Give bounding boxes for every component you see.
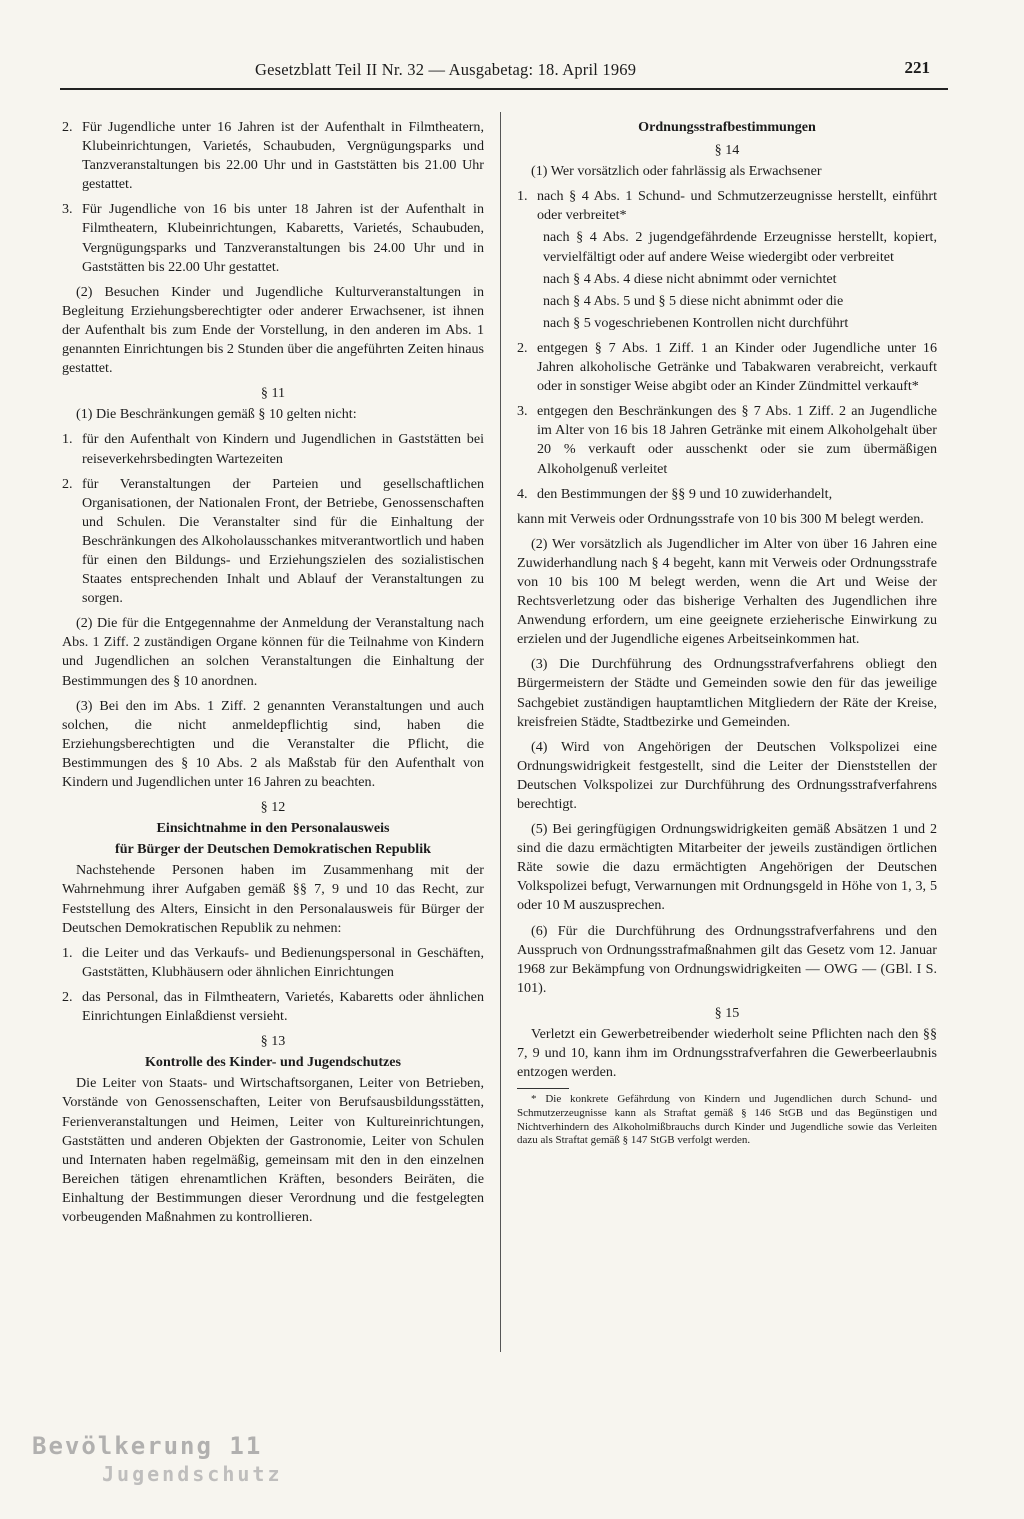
- item-number: 4.: [517, 485, 528, 502]
- left-column: [62, 118, 484, 1233]
- paragraph: (6) Für die Durchführung des Ordnungsstrafverfahrens und den Ausspruch von Ordnungsstrafmaßnahmen gilt das Gesetz vom 12. Januar 1968 zur Bekämpfung von Ordnungswidrigkeiten — OWG — (GBl. I S. 101).: [517, 922, 937, 996]
- list-item: [62, 200, 484, 276]
- paragraph: (3) Bei den im Abs. 1 Ziff. 2 genannten Veranstaltungen und auch solchen, die nicht anmeldepflichtig sind, haben die Erziehungsberechtigten und die Veranstalter die Pflicht, die Bestimmungen des § 10 Abs. 2 als Maßstab für den Aufenthalt von Kindern und Jugendlichen unter 16 Jahren zu beachten.: [62, 697, 484, 790]
- item-text: Für Jugendliche unter 16 Jahren ist der Aufenthalt in Filmtheatern, Klubeinrichtungen, Varietés, Schaubuden, Vergnügungsparks und Tanzveranstaltungen bis 22.00 Uhr und in Gaststätten bis 21.00 Uhr gestattet.: [82, 119, 484, 193]
- paragraph: kann mit Verweis oder Ordnungsstrafe von 10 bis 300 M belegt werden.: [517, 510, 924, 527]
- item-number: 1.: [517, 188, 528, 205]
- section-heading: Ordnungsstrafbestimmungen: [638, 119, 816, 135]
- item-number: 3.: [62, 201, 73, 218]
- item-number: 1.: [62, 944, 73, 961]
- footnote-rule: [517, 1088, 569, 1089]
- stamp-text: Bevölkerung 11: [32, 1432, 263, 1460]
- list-item: [62, 475, 484, 609]
- item-text: Für Jugendliche von 16 bis unter 18 Jahren ist der Aufenthalt in Filmtheatern, Klubeinrichtungen, Kabaretts, Varietés, Schaubuden, Vergnügungsparks und Tanzveranstaltungen bis 24.00 Uhr und in Gaststätten bis 22.00 Uhr gestattet.: [82, 201, 484, 275]
- section-sign: § 15: [714, 1004, 740, 1021]
- paragraph: Nachstehende Personen haben im Zusammenhang mit der Wahrnehmung ihrer Aufgaben gemäß §§ 7, 9 und 10 das Recht, zur Feststellung des Alters, Einsicht in den Personalausweis für Bürger der Deutschen Demokratischen Republik zu nehmen:: [62, 862, 484, 936]
- list-item: [517, 402, 937, 478]
- item-text: nach § 4 Abs. 1 Schund- und Schmutzerzeugnisse herstellt, einführt oder verbreitet*: [537, 188, 937, 224]
- list-item: [517, 339, 937, 396]
- sub-item: nach § 4 Abs. 2 jugendgefährdende Erzeugnisse herstellt, kopiert, vervielfältigt oder auf andere Weise wiedergibt oder verbreitet: [543, 229, 937, 265]
- item-text: für Veranstaltungen der Parteien und gesellschaftlichen Organisationen, der Nationalen Front, der Betriebe, Genossenschaften und Schulen. Die Veranstalter sind für die Einhaltung der Beschränkungen des Alkoholausschankes mitverantwortlich und haben für einen den Bildungs- und Erziehungszielen des sozialistischen Staates entsprechenden Inhalt und Ablauf der Veranstaltungen zu sorgen.: [82, 475, 484, 607]
- paragraph: (5) Bei geringfügigen Ordnungswidrigkeiten gemäß Absätzen 1 und 2 sind die dazu ermächtigten Mitarbeiter der jeweils zuständigen örtlichen Räte sowie die dazu ermächtigten Angehörigen der Deutschen Volkspolizei befugt, Verwarnungen mit Ordnungsgeld in Höhe von 1, 3, 5 oder 10 M auszusprechen.: [517, 821, 937, 914]
- item-text: entgegen § 7 Abs. 1 Ziff. 1 an Kinder oder Jugendliche unter 16 Jahren alkoholische Getränke und Tabakwaren verabreicht, verkauft oder in sonstiger Weise abgibt oder an Kinder Zündmittel verkauft*: [537, 339, 937, 395]
- list-item: [62, 988, 484, 1026]
- item-number: 2.: [62, 988, 73, 1005]
- stamp-text: Jugendschutz: [102, 1462, 283, 1486]
- paragraph: (4) Wird von Angehörigen der Deutschen Volkspolizei eine Ordnungswidrigkeit festgestellt, sind die Leiter der Dienststellen der Deutschen Volkspolizei zur Durchführung des Ordnungsstrafverfahrens berechtigt.: [517, 738, 937, 812]
- footnote: * Die konkrete Gefährdung von Kindern und Jugendlichen durch Schund- und Schmutzerzeugnisse kann als Straftat gemäß § 146 StGB und das Begünstigen und Nichtverhindern des Alkoholmißbrauchs durch Kinder und Jugendliche sowie das Verleiten dazu als Straftat gemäß § 147 StGB verfolgt werden.: [517, 1093, 937, 1147]
- right-column: [517, 118, 937, 1148]
- item-number: 2.: [517, 339, 528, 356]
- item-text: für den Aufenthalt von Kindern und Jugendlichen in Gaststätten bei reiseverkehrsbedingten Wartezeiten: [82, 431, 484, 467]
- item-number: 2.: [62, 119, 73, 135]
- section-sign: § 13: [260, 1033, 286, 1050]
- header-title: Gesetzblatt Teil II Nr. 32 — Ausgabetag: 18. April 1969: [255, 60, 637, 79]
- paragraph: Verletzt ein Gewerbetreibender wiederholt seine Pflichten nach den §§ 7, 9 und 10, kann ihm im Ordnungsstrafverfahren die Gewerbeerlaubnis entzogen werden.: [517, 1026, 937, 1081]
- list-item: [62, 430, 484, 468]
- page-number: 221: [904, 58, 930, 77]
- item-text: den Bestimmungen der §§ 9 und 10 zuwiderhandelt,: [537, 485, 833, 502]
- sub-item: nach § 4 Abs. 5 und § 5 diese nicht abnimmt oder die: [543, 292, 844, 309]
- section-sign: § 11: [260, 385, 286, 402]
- page-header: [60, 58, 948, 90]
- paragraph: (2) Die für die Entgegennahme der Anmeldung der Veranstaltung nach Abs. 1 Ziff. 2 zuständigen Organe können für die Teilnahme von Kindern und Jugendlichen an solchen Veranstaltungen die Einhaltung der Bestimmungen des § 10 anordnen.: [62, 615, 484, 689]
- paragraph: (2) Wer vorsätzlich als Jugendlicher im Alter von über 16 Jahren eine Zuwiderhandlung nach § 4 begeht, kann mit Verweis oder Ordnungsstrafe von 10 bis 100 M belegt werden, wenn die Art und Weise der Rechtsverletzung oder das bisherige Verhalten des Jugendlichen ihre Anwendung erfordern, um eine geeignete erzieherische Einwirkung zu erzielen und der Jugendliche eigenes Arbeitseinkommen hat.: [517, 535, 937, 648]
- paragraph: Die Leiter von Staats- und Wirtschaftsorganen, Leiter von Betrieben, Vorstände von Genossenschaften, Leiter von Berufsausbildungsstätten, Ferienveranstaltungen und Heimen, Leiter von Kultureinrichtungen, Gaststätten und anderen Objekten der Gastronomie, Leiter von Schulen und Internaten haben regelmäßig, gemeinsam mit den in den einzelnen Bereichen tätigen ehrenamtlichen Kräften, besonders Beiräten, die Einhaltung der Bestimmungen dieser Verordnung und die festgelegten vorbeugenden Maßnahmen zu kontrollieren.: [62, 1075, 484, 1225]
- item-number: 1.: [62, 431, 73, 448]
- list-item: [62, 118, 484, 194]
- paragraph: (1) Die Beschränkungen gemäß § 10 gelten nicht:: [76, 406, 357, 423]
- sub-item: nach § 4 Abs. 4 diese nicht abnimmt oder vernichtet: [543, 270, 837, 287]
- paragraph: (2) Besuchen Kinder und Jugendliche Kulturveranstaltungen in Begleitung Erziehungsberechtigter oder anderer Erwachsener, ist ihnen der Aufenthalt bis zum Ende der Vorstellung, in den anderen im Abs. 1 genannten Einrichtungen bis 2 Stunden über die angeführten Zeiten hinaus gestattet.: [62, 283, 484, 377]
- sub-item: nach § 5 vogeschriebenen Kontrollen nicht durchführt: [543, 314, 849, 331]
- section-heading: für Bürger der Deutschen Demokratischen Republik: [115, 841, 431, 858]
- list-item: [62, 944, 484, 982]
- column-divider: [500, 112, 501, 1352]
- item-text: entgegen den Beschränkungen des § 7 Abs. 1 Ziff. 2 an Jugendliche im Alter von 16 bis 18 Jahren Getränke mit einem Alkoholgehalt über 20 % verkauft oder ausschenkt oder sie zum übermäßigen Alkoholgenuß verleitet: [537, 403, 937, 477]
- section-sign: § 12: [260, 799, 286, 816]
- item-number: 3.: [517, 403, 528, 420]
- section-heading: Einsichtnahme in den Personalausweis: [156, 820, 390, 837]
- list-item: [517, 187, 937, 225]
- item-text: das Personal, das in Filmtheatern, Varietés, Kabaretts oder ähnlichen Einrichtungen Einlaßdienst versieht.: [82, 988, 484, 1025]
- paragraph: (3) Die Durchführung des Ordnungsstrafverfahrens obliegt den Bürgermeistern der Städte und Gemeinden sowie den für das jeweilige Sachgebiet zuständigen hauptamtlichen Mitgliedern der Räte der Kreise, kreisfreien Städte, Stadtbezirke und Gemeinden.: [517, 656, 937, 730]
- section-heading: Kontrolle des Kinder- und Jugendschutzes: [144, 1054, 402, 1071]
- paragraph: (1) Wer vorsätzlich oder fahrlässig als Erwachsener: [531, 163, 822, 180]
- list-item: [517, 485, 937, 504]
- item-text: die Leiter und das Verkaufs- und Bedienungspersonal in Geschäften, Gaststätten, Klubhäusern oder ähnlichen Einrichtungen: [82, 944, 484, 980]
- library-stamp: [32, 1432, 302, 1502]
- section-sign: § 14: [714, 142, 740, 159]
- item-number: 2.: [62, 475, 73, 492]
